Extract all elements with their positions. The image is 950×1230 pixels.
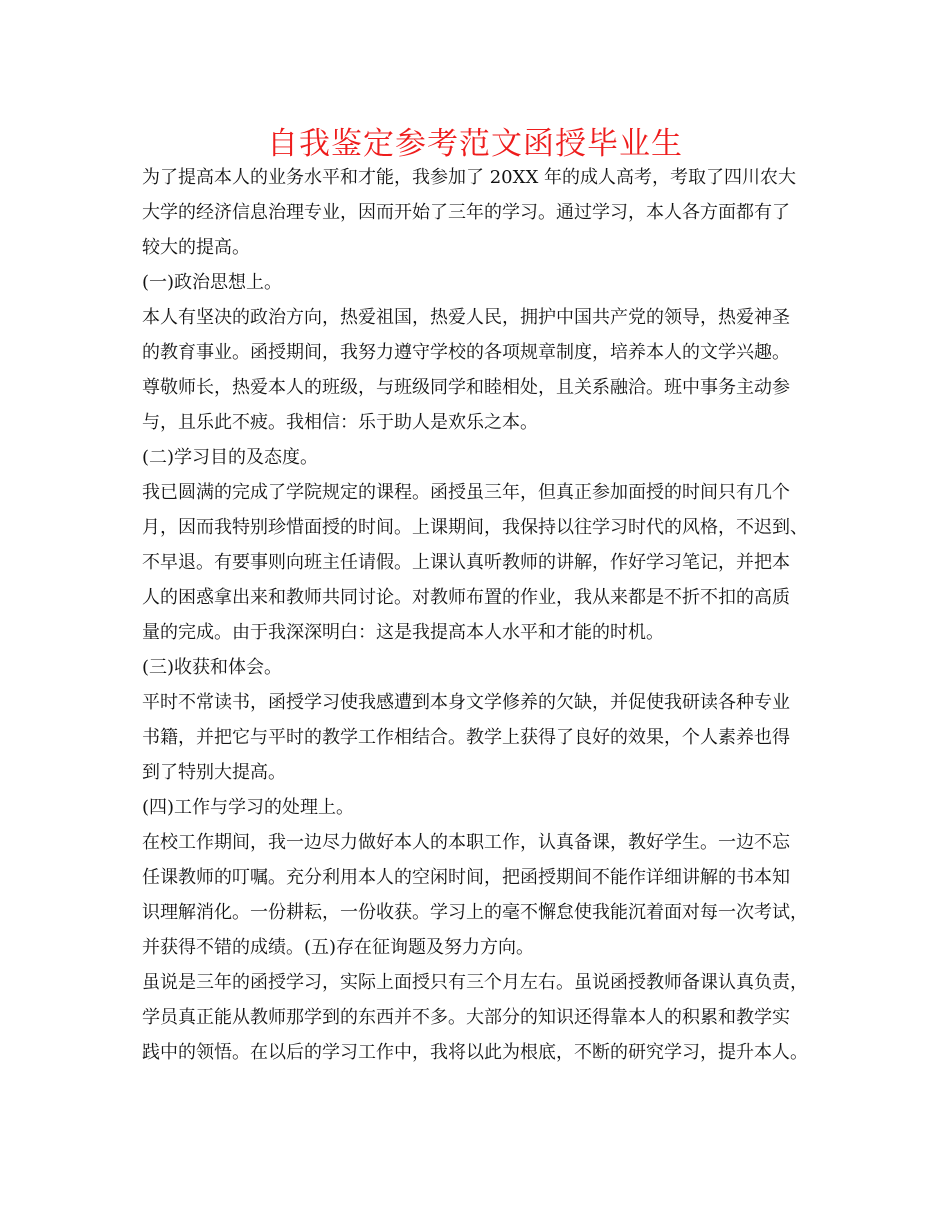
body-line: 较大的提高。 (142, 237, 250, 258)
section-heading: (一)政治思想上。 (142, 272, 283, 293)
body-line: 平时不常读书，函授学习使我感遭到本身文学修养的欠缺，并促使我研读各种专业 (142, 692, 790, 713)
body-line: 到了特别大提高。 (142, 762, 286, 783)
body-line: 任课教师的叮嘱。充分利用本人的空闲时间，把函授期间不能作详细讲解的书本知 (142, 867, 790, 888)
body-line: 不早退。有要事则向班主任请假。上课认真听教师的讲解，作好学习笔记，并把本 (142, 552, 790, 573)
document-title: 自我鉴定参考范文函授毕业生 (267, 126, 683, 162)
body-line: 人的困惑拿出来和教师共同讨论。对教师布置的作业，我从来都是不折不扣的高质 (142, 587, 790, 608)
body-line: 尊敬师长，热爱本人的班级，与班级同学和睦相处，且关系融洽。班中事务主动参 (142, 377, 790, 398)
body-line: 并获得不错的成绩。(五)存在征询题及努力方向。 (142, 937, 535, 958)
section-heading: (四)工作与学习的处理上。 (142, 797, 355, 818)
body-line: 学员真正能从教师那学到的东西并不多。大部分的知识还得靠本人的积累和教学实 (142, 1007, 790, 1028)
body-line: 本人有坚决的政治方向，热爱祖国，热爱人民，拥护中国共产党的领导，热爱神圣 (142, 307, 790, 328)
body-line: 大学的经济信息治理专业，因而开始了三年的学习。通过学习，本人各方面都有了 (142, 202, 790, 223)
body-line: 书籍，并把它与平时的教学工作相结合。教学上获得了良好的效果，个人素养也得 (142, 727, 790, 748)
document-body (142, 160, 832, 1070)
body-line: 的教育事业。函授期间，我努力遵守学校的各项规章制度，培养本人的文学兴趣。 (142, 342, 790, 363)
section-heading: (三)收获和体会。 (142, 657, 283, 678)
body-line: 与，且乐此不疲。我相信：乐于助人是欢乐之本。 (142, 412, 538, 433)
body-line: 在校工作期间，我一边尽力做好本人的本职工作，认真备课，教好学生。一边不忘 (142, 832, 790, 853)
body-line: 识理解消化。一份耕耘，一份收获。学习上的毫不懈怠使我能沉着面对每一次考试， (142, 902, 808, 923)
body-line: 月，因而我特别珍惜面授的时间。上课期间，我保持以往学习时代的风格，不迟到、 (142, 517, 808, 538)
body-line: 为了提高本人的业务水平和才能，我参加了 20XX 年的成人高考，考取了四川农大 (142, 167, 796, 188)
body-line: 量的完成。由于我深深明白：这是我提高本人水平和才能的时机。 (142, 622, 664, 643)
section-heading: (二)学习目的及态度。 (142, 447, 319, 468)
body-line: 虽说是三年的函授学习，实际上面授只有三个月左右。虽说函授教师备课认真负责， (142, 972, 808, 993)
body-line: 践中的领悟。在以后的学习工作中，我将以此为根底，不断的研究学习，提升本人。 (142, 1042, 808, 1063)
body-line: 我已圆满的完成了学院规定的课程。函授虽三年，但真正参加面授的时间只有几个 (142, 482, 790, 503)
